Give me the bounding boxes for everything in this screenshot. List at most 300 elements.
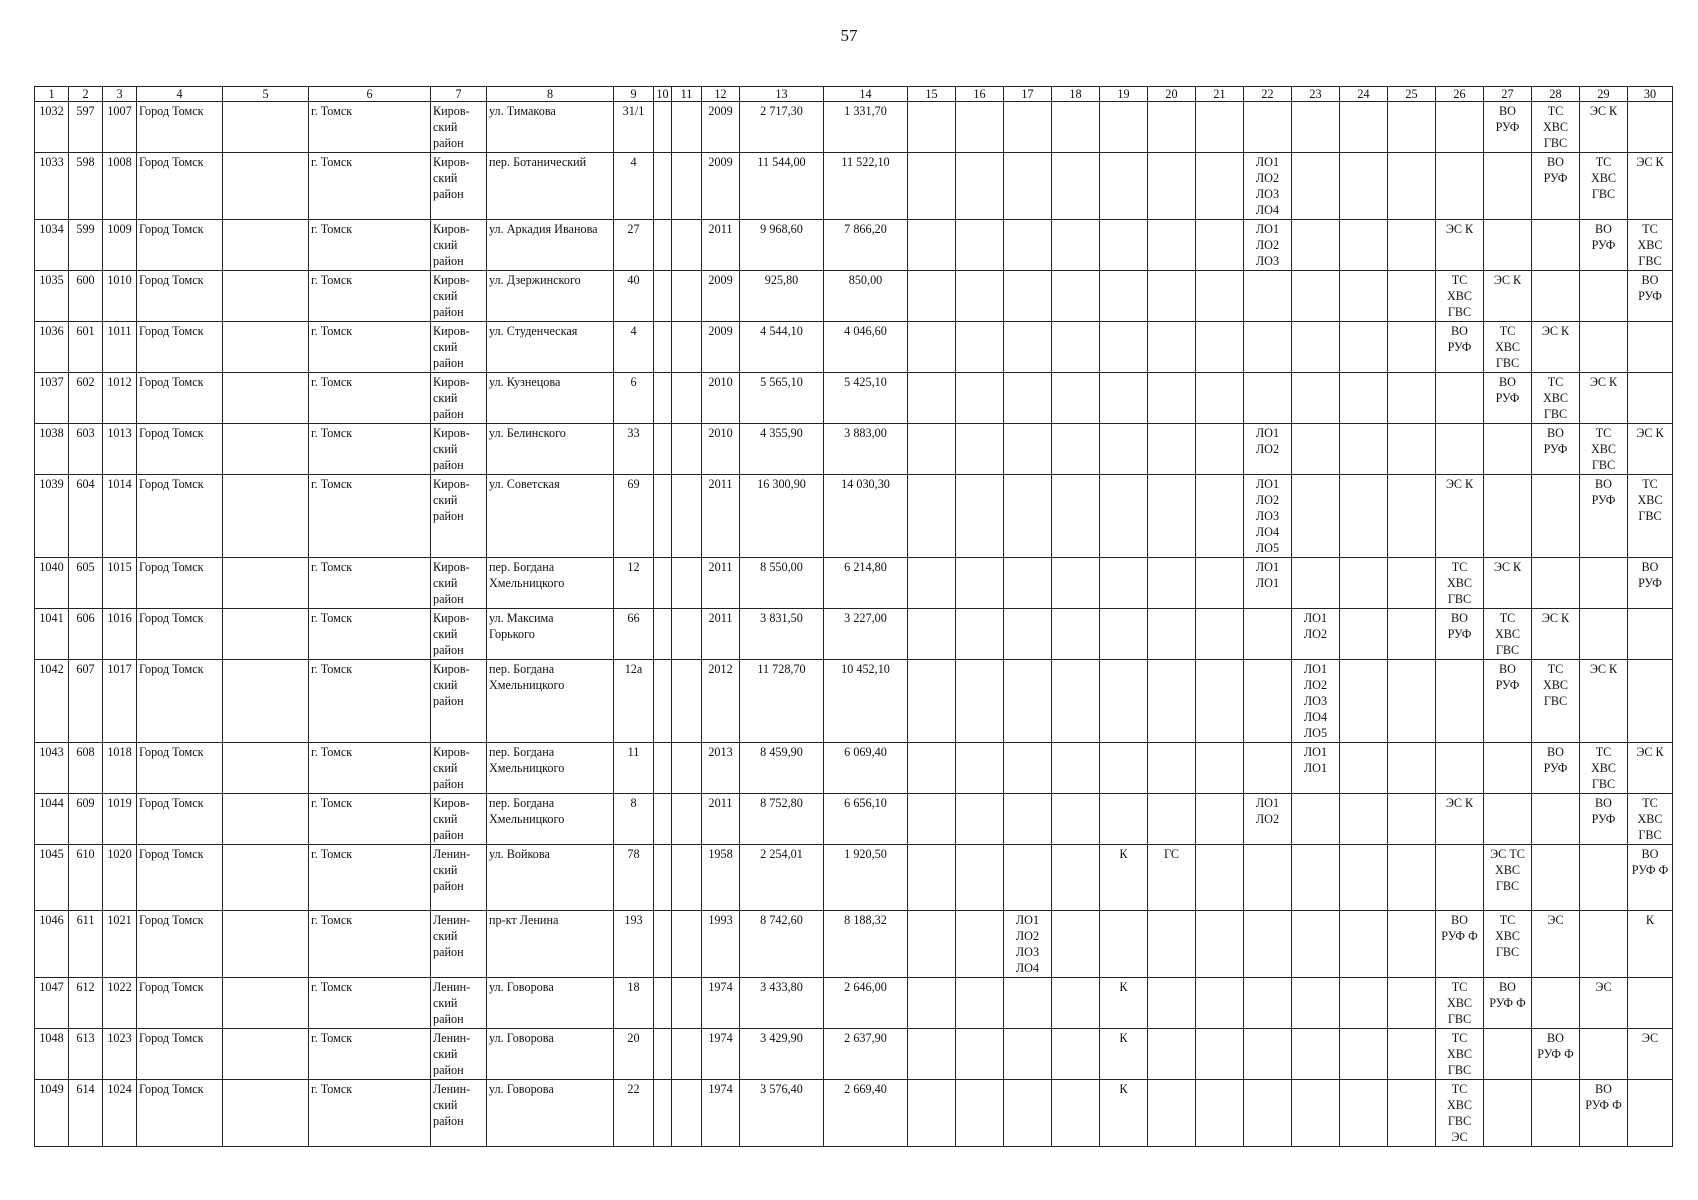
cell-col-21 [1196, 424, 1244, 475]
cell-col-16 [956, 558, 1004, 609]
cell-col-8: пер. Богдана Хмельницкого [487, 660, 614, 743]
cell-col-16 [956, 1080, 1004, 1147]
cell-col-7: Ленин- ский район [431, 1029, 487, 1080]
cell-col-1: 1037 [35, 373, 69, 424]
cell-col-28: ЭС [1532, 911, 1580, 978]
cell-col-1: 1042 [35, 660, 69, 743]
cell-col-22 [1244, 1029, 1292, 1080]
cell-col-9: 11 [614, 743, 654, 794]
cell-col-19: К [1100, 845, 1148, 911]
cell-col-20 [1148, 911, 1196, 978]
cell-col-15 [908, 322, 956, 373]
cell-col-5 [223, 1029, 309, 1080]
cell-col-6: г. Томск [309, 220, 431, 271]
cell-col-18 [1052, 794, 1100, 845]
cell-col-13: 925,80 [740, 271, 824, 322]
cell-col-12: 2011 [702, 794, 740, 845]
cell-col-10 [654, 271, 672, 322]
cell-col-11 [672, 845, 702, 911]
cell-col-29: ВО РУФ [1580, 475, 1628, 558]
cell-col-4: Город Томск [137, 609, 223, 660]
cell-col-10 [654, 1029, 672, 1080]
cell-col-17 [1004, 1029, 1052, 1080]
cell-col-23 [1292, 102, 1340, 153]
cell-col-16 [956, 609, 1004, 660]
cell-col-9: 22 [614, 1080, 654, 1147]
cell-col-27: ВО РУФ [1484, 102, 1532, 153]
cell-col-17 [1004, 743, 1052, 794]
cell-col-5 [223, 153, 309, 220]
cell-col-10 [654, 424, 672, 475]
cell-col-9: 193 [614, 911, 654, 978]
column-header-10: 10 [654, 87, 672, 102]
cell-col-8: ул. Кузнецова [487, 373, 614, 424]
cell-col-26 [1436, 743, 1484, 794]
cell-col-30 [1628, 1080, 1673, 1147]
cell-col-8: ул. Дзержинского [487, 271, 614, 322]
cell-col-3: 1013 [103, 424, 137, 475]
cell-col-30 [1628, 322, 1673, 373]
cell-col-14: 6 069,40 [824, 743, 908, 794]
cell-col-1: 1046 [35, 911, 69, 978]
column-header-1: 1 [35, 87, 69, 102]
cell-col-16 [956, 1029, 1004, 1080]
cell-col-21 [1196, 220, 1244, 271]
cell-col-21 [1196, 743, 1244, 794]
cell-col-24 [1340, 373, 1388, 424]
cell-col-12: 2010 [702, 373, 740, 424]
cell-col-18 [1052, 978, 1100, 1029]
cell-col-30 [1628, 609, 1673, 660]
table-row [35, 845, 1673, 911]
cell-col-22 [1244, 102, 1292, 153]
cell-col-12: 2011 [702, 558, 740, 609]
cell-col-30: ВО РУФ [1628, 558, 1673, 609]
cell-col-1: 1048 [35, 1029, 69, 1080]
cell-col-22 [1244, 322, 1292, 373]
cell-col-9: 4 [614, 322, 654, 373]
cell-col-3: 1021 [103, 911, 137, 978]
cell-col-2: 610 [69, 845, 103, 911]
cell-col-9: 18 [614, 978, 654, 1029]
cell-col-29 [1580, 558, 1628, 609]
cell-col-7: Киров- ский район [431, 609, 487, 660]
cell-col-17 [1004, 845, 1052, 911]
cell-col-20 [1148, 743, 1196, 794]
cell-col-15 [908, 558, 956, 609]
cell-col-13: 2 717,30 [740, 102, 824, 153]
cell-col-15 [908, 794, 956, 845]
cell-col-14: 14 030,30 [824, 475, 908, 558]
cell-col-13: 11 544,00 [740, 153, 824, 220]
cell-col-5 [223, 558, 309, 609]
cell-col-24 [1340, 322, 1388, 373]
cell-col-11 [672, 978, 702, 1029]
cell-col-25 [1388, 978, 1436, 1029]
cell-col-25 [1388, 1029, 1436, 1080]
cell-col-19 [1100, 911, 1148, 978]
cell-col-28: ВО РУФ [1532, 424, 1580, 475]
cell-col-28 [1532, 271, 1580, 322]
cell-col-16 [956, 660, 1004, 743]
cell-col-27 [1484, 424, 1532, 475]
cell-col-28: ТС ХВС ГВС [1532, 102, 1580, 153]
column-header-23: 23 [1292, 87, 1340, 102]
cell-col-2: 607 [69, 660, 103, 743]
cell-col-6: г. Томск [309, 558, 431, 609]
cell-col-21 [1196, 911, 1244, 978]
column-header-18: 18 [1052, 87, 1100, 102]
cell-col-29: ЭС К [1580, 373, 1628, 424]
cell-col-27 [1484, 1080, 1532, 1147]
cell-col-7: Киров- ский район [431, 794, 487, 845]
cell-col-2: 598 [69, 153, 103, 220]
cell-col-5 [223, 978, 309, 1029]
cell-col-16 [956, 475, 1004, 558]
cell-col-1: 1034 [35, 220, 69, 271]
cell-col-12: 2013 [702, 743, 740, 794]
cell-col-10 [654, 153, 672, 220]
cell-col-26: ЭС К [1436, 220, 1484, 271]
cell-col-14: 2 669,40 [824, 1080, 908, 1147]
cell-col-21 [1196, 1080, 1244, 1147]
cell-col-19 [1100, 475, 1148, 558]
page-number: 57 [840, 26, 858, 45]
cell-col-30 [1628, 102, 1673, 153]
cell-col-5 [223, 660, 309, 743]
cell-col-21 [1196, 322, 1244, 373]
cell-col-15 [908, 153, 956, 220]
cell-col-22: ЛО1 ЛО2 [1244, 424, 1292, 475]
cell-col-11 [672, 1080, 702, 1147]
cell-col-7: Киров- ский район [431, 424, 487, 475]
cell-col-8: ул. Максима Горького [487, 609, 614, 660]
cell-col-27 [1484, 743, 1532, 794]
cell-col-12: 2009 [702, 153, 740, 220]
cell-col-21 [1196, 373, 1244, 424]
cell-col-24 [1340, 1080, 1388, 1147]
cell-col-5 [223, 475, 309, 558]
cell-col-14: 6 656,10 [824, 794, 908, 845]
table-row [35, 102, 1673, 153]
cell-col-3: 1018 [103, 743, 137, 794]
cell-col-23 [1292, 424, 1340, 475]
cell-col-21 [1196, 271, 1244, 322]
table-row [35, 373, 1673, 424]
cell-col-20 [1148, 271, 1196, 322]
column-header-5: 5 [223, 87, 309, 102]
cell-col-2: 600 [69, 271, 103, 322]
cell-col-25 [1388, 102, 1436, 153]
cell-col-27 [1484, 220, 1532, 271]
cell-col-22: ЛО1 ЛО2 ЛО3 ЛО4 ЛО5 [1244, 475, 1292, 558]
cell-col-6: г. Томск [309, 609, 431, 660]
cell-col-3: 1016 [103, 609, 137, 660]
cell-col-20 [1148, 424, 1196, 475]
cell-col-3: 1024 [103, 1080, 137, 1147]
cell-col-6: г. Томск [309, 794, 431, 845]
cell-col-11 [672, 609, 702, 660]
cell-col-27 [1484, 153, 1532, 220]
cell-col-22 [1244, 660, 1292, 743]
cell-col-22: ЛО1 ЛО2 ЛО3 ЛО4 [1244, 153, 1292, 220]
cell-col-20 [1148, 660, 1196, 743]
cell-col-18 [1052, 373, 1100, 424]
cell-col-26: ЭС К [1436, 794, 1484, 845]
header-row [35, 87, 1673, 102]
cell-col-23 [1292, 911, 1340, 978]
cell-col-24 [1340, 794, 1388, 845]
cell-col-2: 603 [69, 424, 103, 475]
cell-col-19 [1100, 322, 1148, 373]
column-header-20: 20 [1148, 87, 1196, 102]
cell-col-17 [1004, 794, 1052, 845]
cell-col-29: ЭС [1580, 978, 1628, 1029]
cell-col-11 [672, 660, 702, 743]
column-header-3: 3 [103, 87, 137, 102]
cell-col-1: 1045 [35, 845, 69, 911]
cell-col-26 [1436, 424, 1484, 475]
cell-col-13: 3 433,80 [740, 978, 824, 1029]
cell-col-23 [1292, 475, 1340, 558]
cell-col-10 [654, 1080, 672, 1147]
cell-col-26 [1436, 660, 1484, 743]
column-header-9: 9 [614, 87, 654, 102]
cell-col-8: пр-кт Ленина [487, 911, 614, 978]
column-header-21: 21 [1196, 87, 1244, 102]
table-row [35, 743, 1673, 794]
cell-col-28 [1532, 220, 1580, 271]
cell-col-7: Ленин- ский район [431, 911, 487, 978]
cell-col-10 [654, 475, 672, 558]
cell-col-2: 597 [69, 102, 103, 153]
cell-col-24 [1340, 1029, 1388, 1080]
cell-col-4: Город Томск [137, 271, 223, 322]
cell-col-11 [672, 220, 702, 271]
cell-col-10 [654, 660, 672, 743]
table-row [35, 978, 1673, 1029]
cell-col-25 [1388, 845, 1436, 911]
cell-col-23 [1292, 1080, 1340, 1147]
cell-col-30 [1628, 978, 1673, 1029]
cell-col-29 [1580, 271, 1628, 322]
cell-col-25 [1388, 153, 1436, 220]
table-row [35, 153, 1673, 220]
cell-col-8: пер. Богдана Хмельницкого [487, 794, 614, 845]
cell-col-22 [1244, 845, 1292, 911]
cell-col-27 [1484, 1029, 1532, 1080]
cell-col-15 [908, 1080, 956, 1147]
cell-col-10 [654, 373, 672, 424]
cell-col-8: пер. Ботанический [487, 153, 614, 220]
cell-col-4: Город Томск [137, 1029, 223, 1080]
cell-col-17 [1004, 1080, 1052, 1147]
cell-col-20 [1148, 1080, 1196, 1147]
cell-col-7: Киров- ский район [431, 558, 487, 609]
table-row [35, 609, 1673, 660]
cell-col-13: 3 576,40 [740, 1080, 824, 1147]
column-header-13: 13 [740, 87, 824, 102]
cell-col-30 [1628, 660, 1673, 743]
cell-col-8: пер. Богдана Хмельницкого [487, 743, 614, 794]
cell-col-11 [672, 322, 702, 373]
cell-col-21 [1196, 475, 1244, 558]
cell-col-6: г. Томск [309, 660, 431, 743]
cell-col-20 [1148, 373, 1196, 424]
cell-col-27: ЭС ТС ХВС ГВС [1484, 845, 1532, 911]
cell-col-28 [1532, 1080, 1580, 1147]
cell-col-27: ЭС К [1484, 558, 1532, 609]
cell-col-19: К [1100, 1029, 1148, 1080]
cell-col-25 [1388, 743, 1436, 794]
cell-col-25 [1388, 475, 1436, 558]
cell-col-9: 33 [614, 424, 654, 475]
column-header-22: 22 [1244, 87, 1292, 102]
cell-col-28 [1532, 475, 1580, 558]
cell-col-24 [1340, 660, 1388, 743]
cell-col-17 [1004, 609, 1052, 660]
cell-col-13: 8 752,80 [740, 794, 824, 845]
cell-col-2: 609 [69, 794, 103, 845]
cell-col-17 [1004, 102, 1052, 153]
register-table [34, 86, 1673, 1147]
cell-col-26: ВО РУФ Ф [1436, 911, 1484, 978]
cell-col-19 [1100, 153, 1148, 220]
cell-col-1: 1038 [35, 424, 69, 475]
cell-col-9: 27 [614, 220, 654, 271]
cell-col-14: 2 646,00 [824, 978, 908, 1029]
cell-col-28 [1532, 978, 1580, 1029]
cell-col-27: ТС ХВС ГВС [1484, 609, 1532, 660]
cell-col-24 [1340, 220, 1388, 271]
column-header-28: 28 [1532, 87, 1580, 102]
cell-col-27: ЭС К [1484, 271, 1532, 322]
cell-col-26: ТС ХВС ГВС [1436, 1029, 1484, 1080]
cell-col-28: ВО РУФ [1532, 743, 1580, 794]
cell-col-14: 7 866,20 [824, 220, 908, 271]
cell-col-15 [908, 271, 956, 322]
cell-col-7: Киров- ский район [431, 271, 487, 322]
cell-col-20 [1148, 558, 1196, 609]
cell-col-1: 1039 [35, 475, 69, 558]
cell-col-28 [1532, 845, 1580, 911]
cell-col-8: ул. Тимакова [487, 102, 614, 153]
cell-col-27: ВО РУФ Ф [1484, 978, 1532, 1029]
cell-col-4: Город Томск [137, 322, 223, 373]
cell-col-30: ЭС К [1628, 424, 1673, 475]
cell-col-22 [1244, 373, 1292, 424]
cell-col-1: 1044 [35, 794, 69, 845]
cell-col-16 [956, 743, 1004, 794]
cell-col-12: 1993 [702, 911, 740, 978]
cell-col-14: 1 920,50 [824, 845, 908, 911]
cell-col-12: 2011 [702, 220, 740, 271]
cell-col-16 [956, 322, 1004, 373]
cell-col-22: ЛО1 ЛО1 [1244, 558, 1292, 609]
cell-col-11 [672, 102, 702, 153]
cell-col-9: 8 [614, 794, 654, 845]
cell-col-15 [908, 609, 956, 660]
cell-col-14: 850,00 [824, 271, 908, 322]
cell-col-9: 69 [614, 475, 654, 558]
cell-col-18 [1052, 1029, 1100, 1080]
column-header-2: 2 [69, 87, 103, 102]
cell-col-18 [1052, 153, 1100, 220]
cell-col-2: 606 [69, 609, 103, 660]
cell-col-26: ТС ХВС ГВС [1436, 978, 1484, 1029]
cell-col-10 [654, 743, 672, 794]
cell-col-17 [1004, 660, 1052, 743]
cell-col-4: Город Томск [137, 220, 223, 271]
cell-col-24 [1340, 102, 1388, 153]
cell-col-16 [956, 424, 1004, 475]
cell-col-12: 1974 [702, 1029, 740, 1080]
cell-col-29: ВО РУФ [1580, 794, 1628, 845]
cell-col-11 [672, 424, 702, 475]
cell-col-12: 2012 [702, 660, 740, 743]
cell-col-10 [654, 558, 672, 609]
cell-col-22: ЛО1 ЛО2 ЛО3 [1244, 220, 1292, 271]
cell-col-8: ул. Говорова [487, 1029, 614, 1080]
cell-col-1: 1043 [35, 743, 69, 794]
table-row [35, 220, 1673, 271]
cell-col-8: ул. Говорова [487, 1080, 614, 1147]
cell-col-15 [908, 475, 956, 558]
cell-col-28: ЭС К [1532, 609, 1580, 660]
column-header-25: 25 [1388, 87, 1436, 102]
cell-col-16 [956, 153, 1004, 220]
cell-col-26: ВО РУФ [1436, 609, 1484, 660]
cell-col-19 [1100, 660, 1148, 743]
cell-col-19 [1100, 220, 1148, 271]
cell-col-25 [1388, 911, 1436, 978]
cell-col-25 [1388, 373, 1436, 424]
cell-col-12: 2009 [702, 271, 740, 322]
cell-col-4: Город Томск [137, 911, 223, 978]
cell-col-2: 599 [69, 220, 103, 271]
table-row [35, 794, 1673, 845]
column-header-8: 8 [487, 87, 614, 102]
cell-col-18 [1052, 609, 1100, 660]
cell-col-7: Киров- ский район [431, 373, 487, 424]
cell-col-19: К [1100, 978, 1148, 1029]
column-header-29: 29 [1580, 87, 1628, 102]
cell-col-21 [1196, 558, 1244, 609]
cell-col-18 [1052, 743, 1100, 794]
cell-col-5 [223, 1080, 309, 1147]
cell-col-8: ул. Белинского [487, 424, 614, 475]
cell-col-29 [1580, 322, 1628, 373]
cell-col-13: 16 300,90 [740, 475, 824, 558]
cell-col-14: 3 227,00 [824, 609, 908, 660]
cell-col-24 [1340, 978, 1388, 1029]
cell-col-9: 20 [614, 1029, 654, 1080]
cell-col-4: Город Томск [137, 373, 223, 424]
cell-col-3: 1023 [103, 1029, 137, 1080]
cell-col-22: ЛО1 ЛО2 [1244, 794, 1292, 845]
cell-col-17 [1004, 373, 1052, 424]
cell-col-19 [1100, 424, 1148, 475]
cell-col-30: К [1628, 911, 1673, 978]
cell-col-2: 611 [69, 911, 103, 978]
cell-col-4: Город Томск [137, 424, 223, 475]
cell-col-24 [1340, 424, 1388, 475]
cell-col-21 [1196, 153, 1244, 220]
cell-col-24 [1340, 845, 1388, 911]
column-header-27: 27 [1484, 87, 1532, 102]
cell-col-20 [1148, 794, 1196, 845]
cell-col-24 [1340, 558, 1388, 609]
